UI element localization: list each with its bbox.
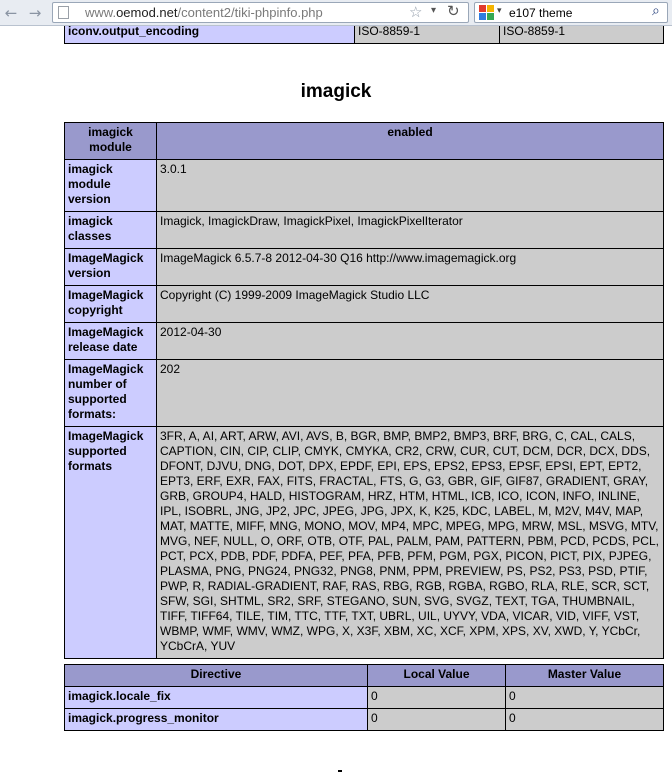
header-right: enabled	[157, 123, 664, 160]
directive-cell: imagick.locale_fix	[65, 687, 368, 709]
url-host: oemod.net	[116, 5, 178, 20]
forward-arrow-icon[interactable]: →	[28, 4, 42, 22]
key-cell: imagick module version	[65, 160, 157, 212]
value-cell: Copyright (C) 1999-2009 ImageMagick Studio LLC	[157, 286, 664, 323]
local-value-cell: ISO-8859-1	[355, 26, 500, 44]
browser-toolbar	[0, 0, 672, 26]
local-value-cell: 0	[368, 709, 506, 731]
table-row	[65, 26, 664, 44]
master-value-cell: 0	[506, 687, 664, 709]
key-cell: ImageMagick version	[65, 249, 157, 286]
header-directive: Directive	[65, 665, 368, 687]
value-cell: 3.0.1	[157, 160, 664, 212]
magnifier-icon[interactable]: ⌕	[652, 3, 660, 19]
search-input[interactable]: e107 theme	[509, 6, 573, 20]
imagick-info-table	[64, 122, 664, 659]
key-cell: imagick classes	[65, 212, 157, 249]
table-header-row	[65, 123, 664, 160]
table-row	[65, 427, 664, 659]
dropdown-icon[interactable]: ▾	[431, 5, 437, 16]
key-cell: ImageMagick copyright	[65, 286, 157, 323]
section-title: imagick	[300, 81, 372, 102]
back-arrow-icon[interactable]: ←	[4, 4, 18, 22]
key-cell: ImageMagick release date	[65, 323, 157, 360]
search-engine-dropdown-icon[interactable]: ▾	[497, 6, 502, 16]
table-row	[65, 323, 664, 360]
value-cell: 202	[157, 360, 664, 427]
table-header-row	[65, 665, 664, 687]
cut-off-heading-fragment	[338, 770, 342, 772]
url-path: /content2/tiki-phpinfo.php	[177, 5, 323, 20]
url-text	[85, 6, 323, 20]
imagick-directive-table	[64, 664, 664, 731]
header-master-value: Master Value	[506, 665, 664, 687]
url-prefix: www.	[85, 5, 117, 20]
value-cell: ImageMagick 6.5.7-8 2012-04-30 Q16 http://www.imagemagick.org	[157, 249, 664, 286]
header-local-value: Local Value	[368, 665, 506, 687]
reload-icon[interactable]: ↻	[447, 2, 460, 20]
directive-cell: imagick.progress_monitor	[65, 709, 368, 731]
page-content	[0, 26, 672, 773]
master-value-cell: 0	[506, 709, 664, 731]
page-icon	[58, 6, 69, 19]
value-cell: 2012-04-30	[157, 323, 664, 360]
google-icon[interactable]	[479, 5, 494, 20]
value-cell: Imagick, ImagickDraw, ImagickPixel, ImagickPixelIterator	[157, 212, 664, 249]
table-row	[65, 709, 664, 731]
local-value-cell: 0	[368, 687, 506, 709]
table-row	[65, 687, 664, 709]
master-value-cell: ISO-8859-1	[500, 26, 664, 44]
table-row	[65, 249, 664, 286]
key-cell: ImageMagick supported formats	[65, 427, 157, 659]
star-icon[interactable]: ☆	[409, 3, 423, 21]
header-left: imagick module	[65, 123, 157, 160]
search-box[interactable]	[474, 2, 668, 23]
value-cell: 3FR, A, AI, ART, ARW, AVI, AVS, B, BGR, BMP, BMP2, BMP3, BRF, BRG, C, CAL, CALS, CAPTION, CIN, CIP, CLIP, CMYK, CMYKA, CR2, CRW, CUR, CUT, DCM, DCR, DCX, DDS, DFONT, DJVU, DNG, DOT, DPX, EPDF, EPI, EPS, EPS2, EPS3, EPSF, EPSI, EPT, EPT2, EPT3, ERF, EXR, FAX, FITS, FRACTAL, FTS, G, G3, GBR, GIF, GIF87, GRADIENT, GRAY, GRB, GROUP4, HALD, HISTOGRAM, HRZ, HTM, HTML, ICB, ICO, ICON, INFO, INLINE, IPL, ISOBRL, JNG, JP2, JPC, JPEG, JPG, JPX, K, K25, KDC, LABEL, M, M2V, M4V, MAP, MAT, MATTE, MIFF, MNG, MONO, MOV, MP4, MPC, MPEG, MPG, MRW, MSL, MSVG, MTV, MVG, NEF, NULL, O, ORF, OTB, OTF, PAL, PALM, PAM, PATTERN, PBM, PCD, PCDS, PCL, PCT, PCX, PDB, PDF, PDFA, PEF, PFA, PFB, PFM, PGM, PGX, PICON, PICT, PIX, PJPEG, PLASMA, PNG, PNG24, PNG32, PNG8, PNM, PPM, PREVIEW, PS, PS2, PS3, PSD, PTIF, PWP, R, RADIAL-GRADIENT, RAF, RAS, RBG, RGB, RGBA, RGBO, RLA, RLE, SCR, SCT, SFW, SGI, SHTML, SR2, SRF, STEGANO, SUN, SVG, SVGZ, TEXT, TGA, THUMBNAIL, TIFF, TIFF64, TILE, TIM, TTC, TTF, TXT, UBRL, UIL, UYVY, VDA, VICAR, VID, VIFF, VST, WBMP, WMF, WMV, WMZ, WPG, X, X3F, XBM, XC, XCF, XPM, XPS, XV, XWD, Y, YCbCr, YCbCrA, YUV	[157, 427, 664, 659]
table-row	[65, 286, 664, 323]
table-row	[65, 160, 664, 212]
table-row	[65, 360, 664, 427]
table-row	[65, 212, 664, 249]
iconv-table	[64, 26, 664, 44]
directive-cell: iconv.output_encoding	[65, 26, 355, 44]
key-cell: ImageMagick number of supported formats:	[65, 360, 157, 427]
address-bar[interactable]	[52, 2, 469, 23]
